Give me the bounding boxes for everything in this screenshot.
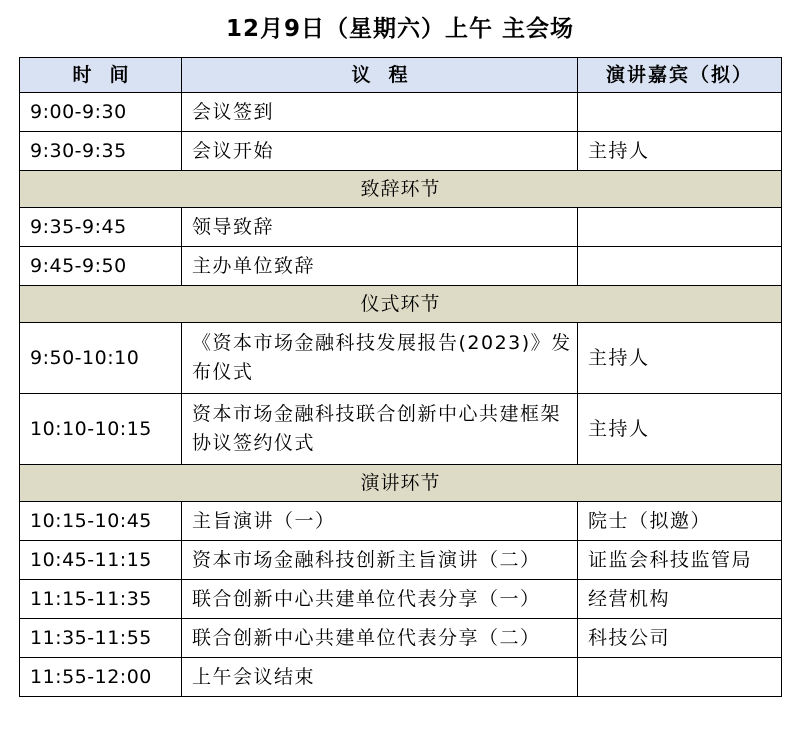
time-cell: 10:45-11:15: [20, 541, 182, 580]
table-row: [20, 658, 782, 697]
section-label: 致辞环节: [20, 171, 782, 208]
guest-cell: 科技公司: [578, 619, 782, 658]
agenda-cell: 联合创新中心共建单位代表分享（一）: [182, 580, 578, 619]
header-guest: 演讲嘉宾（拟）: [578, 58, 782, 93]
agenda-cell: 领导致辞: [182, 208, 578, 247]
table-row: [20, 93, 782, 132]
agenda-table: [19, 57, 782, 697]
time-cell: 9:45-9:50: [20, 247, 182, 286]
agenda-cell: 主办单位致辞: [182, 247, 578, 286]
section-row: [20, 286, 782, 323]
time-cell: 10:10-10:15: [20, 394, 182, 465]
header-agenda: 议程: [182, 58, 578, 93]
agenda-cell: 会议开始: [182, 132, 578, 171]
time-cell: 11:15-11:35: [20, 580, 182, 619]
agenda-cell: 联合创新中心共建单位代表分享（二）: [182, 619, 578, 658]
table-row: [20, 247, 782, 286]
agenda-cell: 资本市场金融科技创新主旨演讲（二）: [182, 541, 578, 580]
time-cell: 9:50-10:10: [20, 323, 182, 394]
time-cell: 9:00-9:30: [20, 93, 182, 132]
table-row: [20, 132, 782, 171]
table-row: [20, 619, 782, 658]
section-row: [20, 171, 782, 208]
guest-cell: 院士（拟邀）: [578, 502, 782, 541]
agenda-cell: 资本市场金融科技联合创新中心共建框架协议签约仪式: [182, 394, 578, 465]
time-cell: 9:30-9:35: [20, 132, 182, 171]
section-label: 演讲环节: [20, 465, 782, 502]
guest-cell: [578, 658, 782, 697]
time-cell: 11:35-11:55: [20, 619, 182, 658]
guest-cell: 主持人: [578, 323, 782, 394]
guest-cell: [578, 247, 782, 286]
time-cell: 10:15-10:45: [20, 502, 182, 541]
agenda-cell: 《资本市场金融科技发展报告(2023)》发布仪式: [182, 323, 578, 394]
agenda-body: [20, 93, 782, 697]
table-header-row: [20, 58, 782, 93]
table-row: [20, 580, 782, 619]
guest-cell: 主持人: [578, 132, 782, 171]
agenda-cell: 上午会议结束: [182, 658, 578, 697]
time-cell: 11:55-12:00: [20, 658, 182, 697]
time-cell: 9:35-9:45: [20, 208, 182, 247]
table-row: [20, 208, 782, 247]
guest-cell: [578, 93, 782, 132]
section-label: 仪式环节: [20, 286, 782, 323]
agenda-cell: 主旨演讲（一）: [182, 502, 578, 541]
table-row: [20, 394, 782, 465]
guest-cell: 证监会科技监管局: [578, 541, 782, 580]
guest-cell: 经营机构: [578, 580, 782, 619]
guest-cell: 主持人: [578, 394, 782, 465]
table-row: [20, 323, 782, 394]
agenda-cell: 会议签到: [182, 93, 578, 132]
table-row: [20, 502, 782, 541]
guest-cell: [578, 208, 782, 247]
page-title: 12月9日（星期六）上午 主会场: [225, 16, 575, 42]
table-row: [20, 541, 782, 580]
header-time: 时间: [20, 58, 182, 93]
section-row: [20, 465, 782, 502]
